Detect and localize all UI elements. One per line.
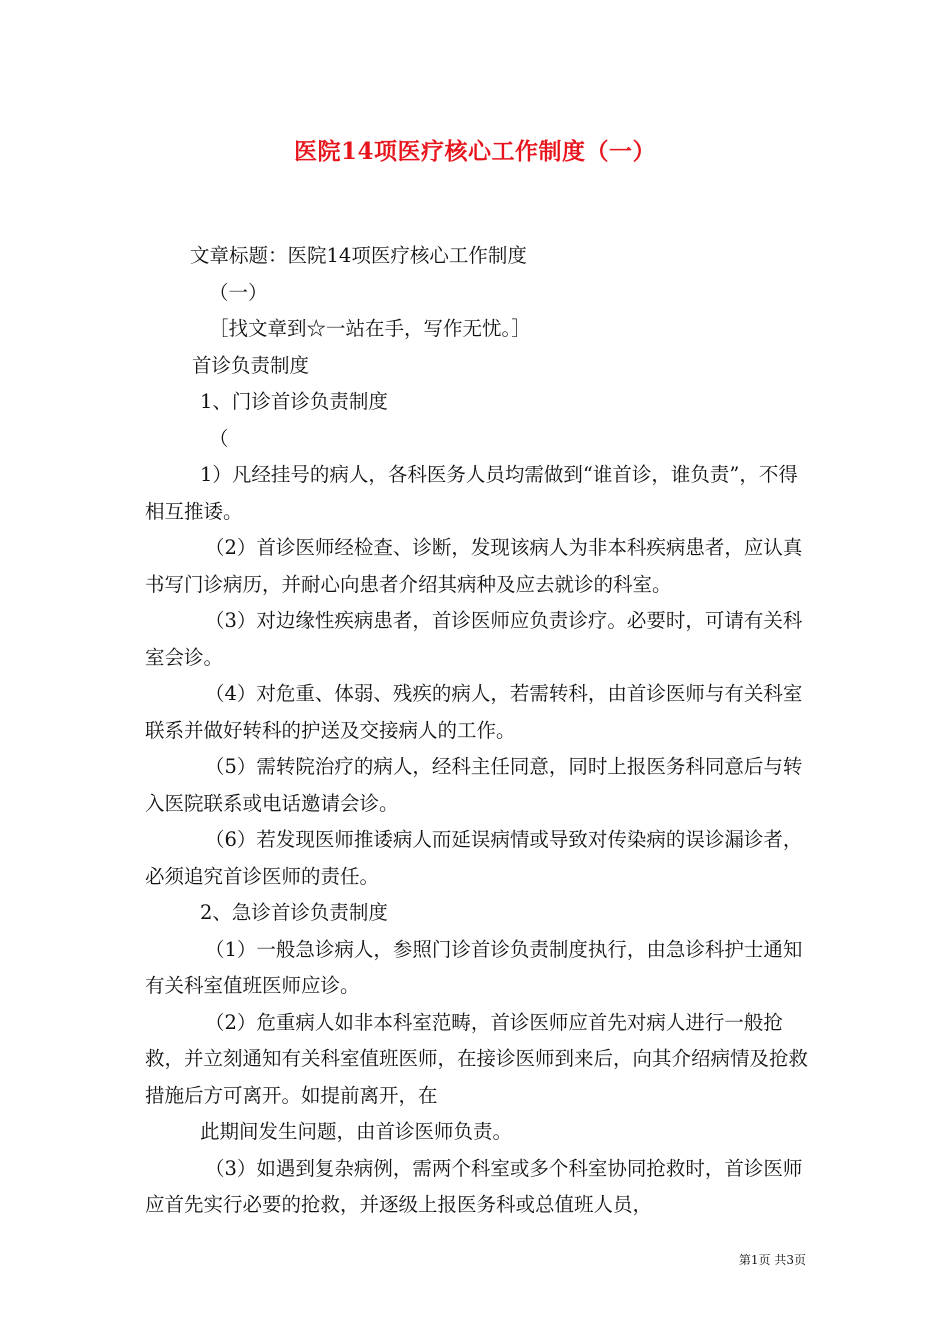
document-title: 医院14项医疗核心工作制度（一） (293, 138, 656, 165)
paragraph-item: （2）首诊医师经检查、诊断，发现该病人为非本科疾病患者，应认真书写门诊病历，并耐心向患者介绍其病种及应去就诊的科室。 (145, 536, 803, 596)
paragraph-item: （5）需转院治疗的病人，经科主任同意，同时上报医务科同意后与转入医院联系或电话邀请会诊。 (145, 755, 803, 815)
subsection-heading: 2、急诊首诊负责制度 (200, 901, 388, 924)
paragraph-item: （4）对危重、体弱、残疾的病人，若需转科，由首诊医师与有关科室联系并做好转科的护送及交接病人的工作。 (145, 682, 803, 742)
paragraph-fragment: （ (209, 426, 229, 450)
paragraph-item: （3）对边缘性疾病患者，首诊医师应负责诊疗。必要时，可请有关科室会诊。 (145, 609, 803, 669)
paragraph-item: 1）凡经挂号的病人，各科医务人员均需做到“谁首诊，谁负责”，不得相互推诿。 (145, 463, 798, 523)
paragraph-item: （3）如遇到复杂病例，需两个科室或多个科室协同抢救时，首诊医师应首先实行必要的抢救，并逐级上报医务科或总值班人员， (145, 1156, 803, 1216)
paragraph-continuation: 此期间发生问题，由首诊医师负责。 (200, 1120, 513, 1143)
paragraph-item: （1）一般急诊病人，参照门诊首诊负责制度执行，由急诊科护士通知有关科室值班医师应诊。 (145, 937, 803, 997)
section-heading: 首诊负责制度 (192, 353, 310, 377)
paragraph-slogan: ［找文章到☆一站在手，写作无忧。］ (209, 317, 531, 340)
subsection-heading: 1、门诊首诊负责制度 (200, 390, 388, 413)
paragraph-item: （6）若发现医师推诿病人而延误病情或导致对传染病的误诊漏诊者，必须追究首诊医师的责任。 (145, 828, 803, 888)
paragraph-part-number: （一） (209, 280, 268, 304)
document-body (145, 238, 809, 1224)
paragraph-item: （2）危重病人如非本科室范畴，首诊医师应首先对病人进行一般抢救，并立刻通知有关科室值班医师，在接诊医师到来后，向其介绍病情及抢救措施后方可离开。如提前离开，在 (145, 1010, 809, 1107)
paragraph-article-title: 文章标题：医院14项医疗核心工作制度 (190, 244, 527, 267)
page-footer: 第1页 共3页 (738, 1253, 806, 1267)
